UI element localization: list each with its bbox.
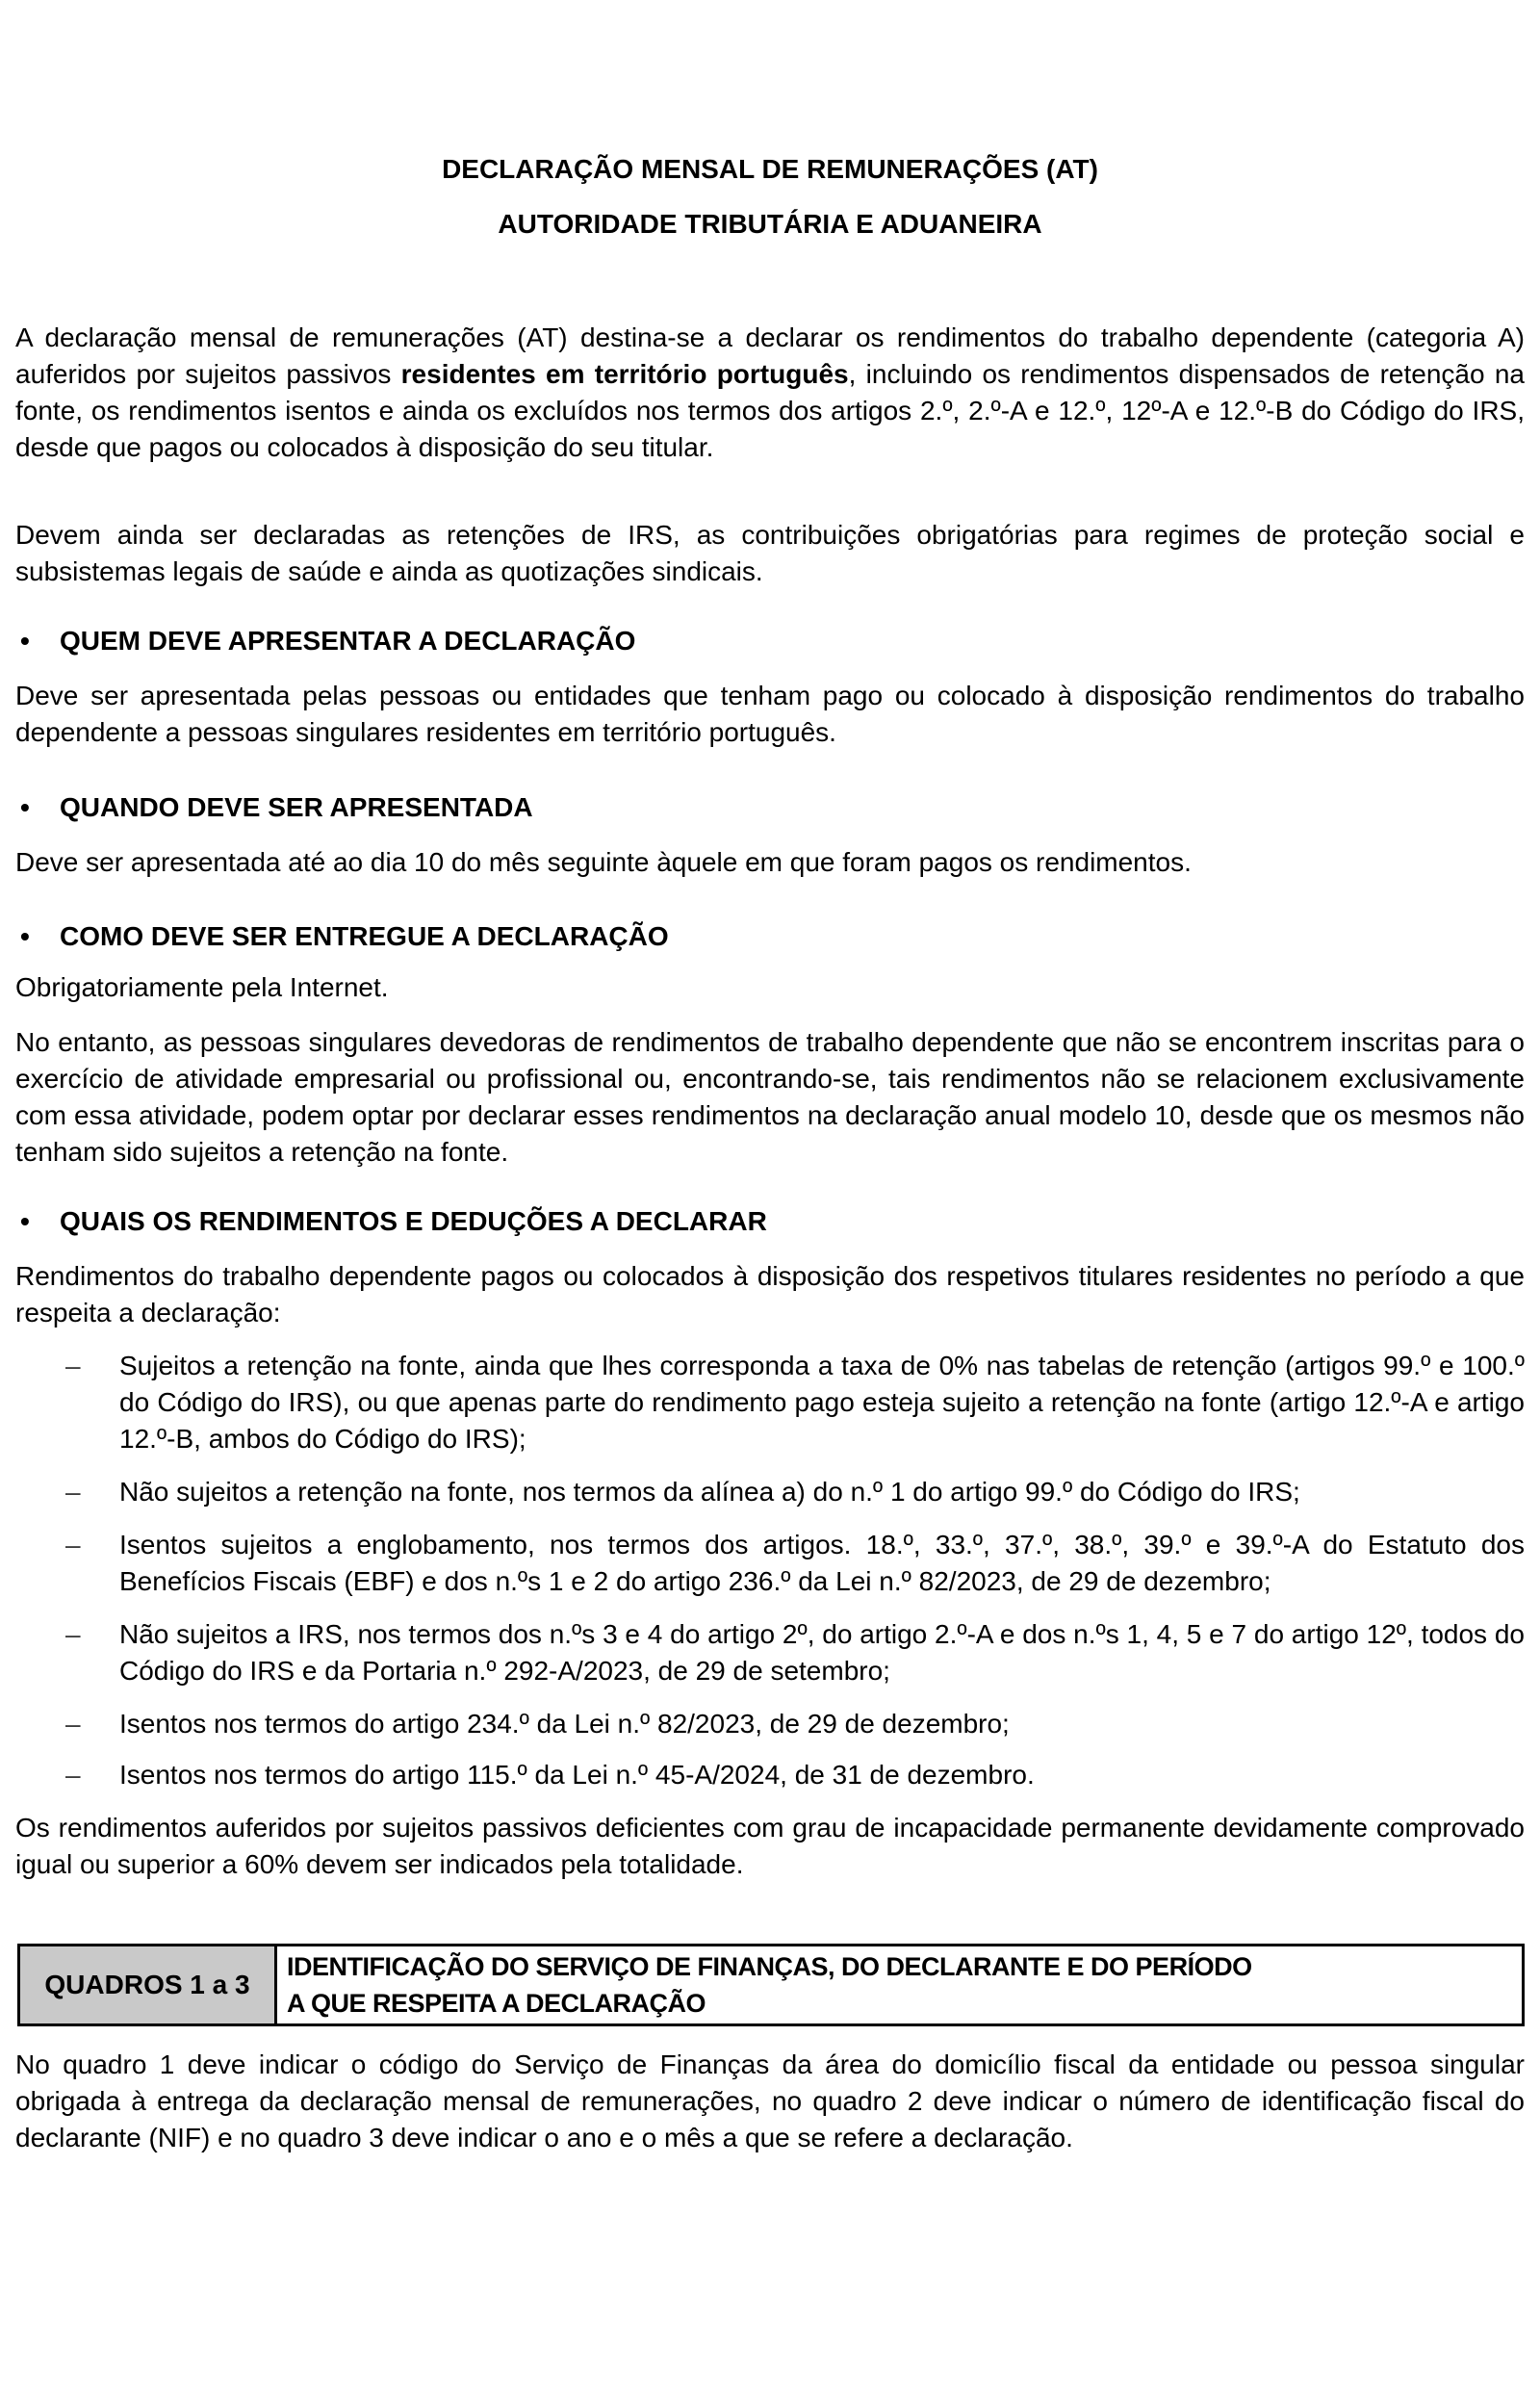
bullet-icon: • [20, 921, 30, 951]
bullet-icon: • [20, 626, 30, 656]
intro-paragraph-2: Devem ainda ser declaradas as retenções de IRS, as contribuições obrigatórias para regimes de proteção social e subsistemas legais de saúde e ainda as quotizações sindicais. [15, 520, 1525, 586]
intro-p1-text-before: A declaração mensal de remunerações (AT) destina-se a declarar os rendimentos do trabalho dependente (categoria A) auferidos por sujeitos passivos [15, 322, 1525, 389]
quando-body-paragraph: Deve ser apresentada até ao dia 10 do mês seguinte àquele em que foram pagos os rendimentos. [15, 847, 1192, 877]
section-heading-label: QUEM DEVE APRESENTAR A DECLARAÇÃO [60, 626, 636, 656]
quadros-note-paragraph: No quadro 1 deve indicar o código do Serviço de Finanças da área do domicílio fiscal da entidade ou pessoa singular obrigada à entrega da declaração mensal de remunerações, no quadro 2 deve indicar o número de identificação fiscal do declarante (NIF) e no quadro 3 deve indicar o ano e o mês a que se refere a declaração. [15, 2049, 1525, 2152]
quadros-title-cell [277, 1946, 1522, 2023]
quais-intro-paragraph: Rendimentos do trabalho dependente pagos ou colocados à disposição dos respetivos titulares residentes no período a que respeita a declaração: [15, 1261, 1525, 1327]
intro-p1-bold-text: residentes em território português [400, 359, 849, 389]
list-item [65, 1527, 1525, 1600]
list-item-text: Não sujeitos a retenção na fonte, nos termos da alínea a) do n.º 1 do artigo 99.º do Código do IRS; [119, 1477, 1300, 1507]
section-heading-label: QUANDO DEVE SER APRESENTADA [60, 792, 533, 822]
section-heading-quando [15, 789, 1525, 826]
list-item [65, 1474, 1525, 1510]
list-item-text: Isentos nos termos do artigo 115.º da Lei n.º 45-A/2024, de 31 de dezembro. [119, 1760, 1035, 1790]
list-item-text: Isentos sujeitos a englobamento, nos termos dos artigos. 18.º, 33.º, 37.º, 38.º, 39.º e 39.º-A do Estatuto dos Benefícios Fiscais (EBF) e dos n.ºs 1 e 2 do artigo 236.º da Lei n.º 82/2023, de 29 de dezembro; [119, 1530, 1525, 1596]
list-item [65, 1616, 1525, 1689]
dash-icon: – [65, 1709, 81, 1739]
section-heading-quais [15, 1203, 1525, 1240]
section-heading-quem [15, 623, 1525, 659]
list-item-text: Não sujeitos a IRS, nos termos dos n.ºs 3 e 4 do artigo 2º, do artigo 2.º-A e dos n.ºs 1, 4, 5 e 7 do artigo 12º, todos do Código do IRS e da Portaria n.º 292-A/2023, de 29 de setembro; [119, 1619, 1525, 1686]
list-item [65, 1706, 1525, 1742]
document-subtitle: AUTORIDADE TRIBUTÁRIA E ADUANEIRA [498, 209, 1042, 239]
dash-icon: – [65, 1530, 81, 1559]
list-item-text: Isentos nos termos do artigo 234.º da Lei n.º 82/2023, de 29 de dezembro; [119, 1709, 1010, 1739]
quem-body-paragraph: Deve ser apresentada pelas pessoas ou entidades que tenham pago ou colocado à disposição rendimentos do trabalho dependente a pessoas singulares residentes em território português. [15, 681, 1525, 747]
section-heading-como [15, 918, 1525, 955]
bullet-icon: • [20, 792, 30, 822]
como-body-paragraph-2: No entanto, as pessoas singulares devedoras de rendimentos de trabalho dependente que não se encontrem inscritas para o exercício de atividade empresarial ou profissional ou, encontrando-se, tais rendimentos não se relacionem exclusivamente com essa atividade, podem optar por declarar esses rendimentos na declaração anual modelo 10, desde que os mesmos não tenham sido sujeitos a retenção na fonte. [15, 1027, 1525, 1167]
section-heading-label: COMO DEVE SER ENTREGUE A DECLARAÇÃO [60, 921, 669, 951]
list-item-text: Sujeitos a retenção na fonte, ainda que lhes corresponda a taxa de 0% nas tabelas de retenção (artigos 99.º e 100.º do Código do IRS), ou que apenas parte do rendimento pago esteja sujeito a retenção na fonte (artigo 12.º-A e artigo 12.º-B, ambos do Código do IRS); [119, 1351, 1525, 1454]
list-item [65, 1757, 1525, 1793]
como-body-paragraph-1: Obrigatoriamente pela Internet. [15, 972, 389, 1002]
section-heading-label: QUAIS OS RENDIMENTOS E DEDUÇÕES A DECLARAR [60, 1206, 767, 1236]
quadros-title-line1: IDENTIFICAÇÃO DO SERVIÇO DE FINANÇAS, DO DECLARANTE E DO PERÍODO [287, 1952, 1252, 1981]
quadros-title-line2: A QUE RESPEITA A DECLARAÇÃO [287, 1989, 706, 2018]
dash-icon: – [65, 1477, 81, 1507]
intro-paragraph-1 [15, 320, 1525, 466]
dash-icon: – [65, 1351, 81, 1380]
dash-icon: – [65, 1619, 81, 1649]
income-list [15, 1348, 1525, 1793]
quadros-box [17, 1944, 1525, 2026]
totality-note-paragraph: Os rendimentos auferidos por sujeitos passivos deficientes com grau de incapacidade permanente devidamente comprovado igual ou superior a 60% devem ser indicados pela totalidade. [15, 1813, 1525, 1879]
list-item [65, 1348, 1525, 1457]
intro-p1-text-after: , incluindo os rendimentos dispensados de retenção na fonte, os rendimentos isentos e ainda os excluídos nos termos dos artigos 2.º, 2.º-A e 12.º, 12º-A e 12.º-B do Código do IRS, desde que pagos ou colocados à disposição do seu titular. [15, 359, 1525, 462]
document-title: DECLARAÇÃO MENSAL DE REMUNERAÇÕES (AT) [442, 154, 1098, 184]
bullet-icon: • [20, 1206, 30, 1236]
quadros-label-cell: QUADROS 1 a 3 [20, 1946, 277, 2023]
dash-icon: – [65, 1760, 81, 1790]
